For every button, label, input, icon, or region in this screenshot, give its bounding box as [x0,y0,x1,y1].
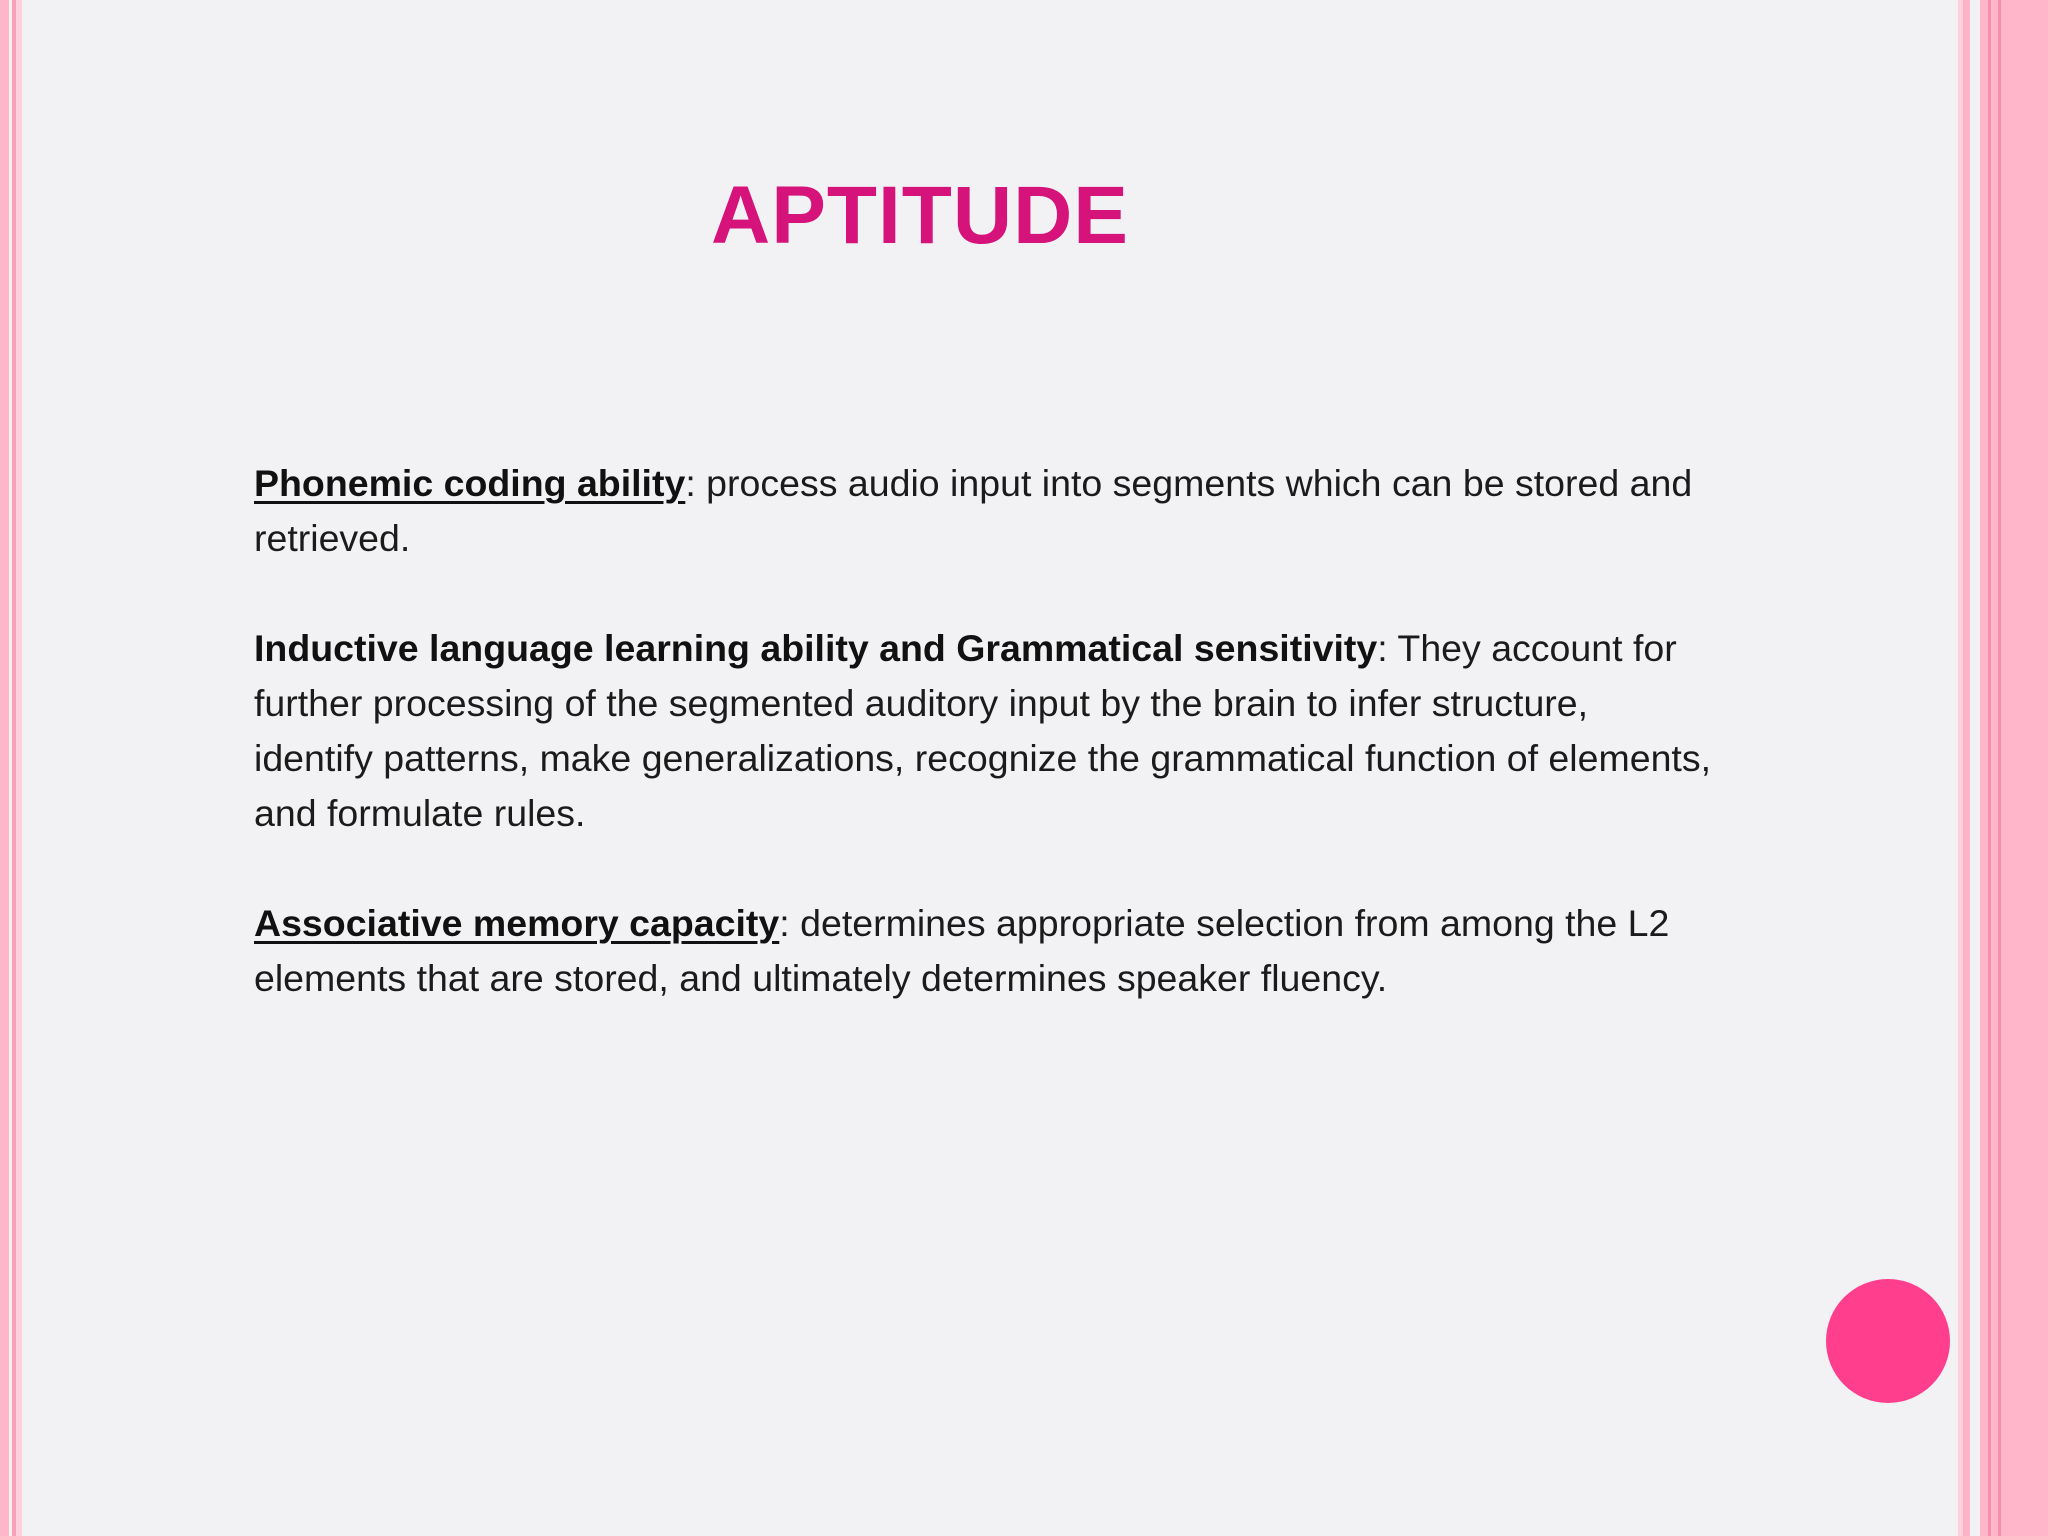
term-associative-memory: Associative memory capacity [254,902,780,944]
slide-title: APTITUDE [711,170,1129,261]
right-border-band [2001,0,2048,1536]
paragraph-phonemic-coding [254,456,1714,566]
paragraph-text: determines appropriate selection from among the L2 elements that are stored, and ultimately determines speaker fluency. [254,902,1670,999]
paragraph-text: They account for further processing of the segmented auditory input by the brain to infer structure, identify patterns, make generalizations, recognize the grammatical function of elements, and formulate rules. [254,627,1712,834]
term-separator: : [779,902,790,944]
term-inductive-learning: Inductive language learning ability and Grammatical sensitivity [254,627,1378,669]
term-separator: : [685,462,696,504]
paragraph-inductive-learning [254,621,1714,841]
right-border-stripe [1991,0,1998,1536]
right-border-gap [1970,0,1980,1536]
term-phonemic-coding: Phonemic coding ability [254,462,686,504]
paragraph-text: process audio input into segments which can be stored and retrieved. [254,462,1693,559]
decorative-circle [1826,1279,1950,1403]
paragraph-associative-memory [254,896,1714,1006]
right-border-stripe [1980,0,1988,1536]
slide-body [254,456,1714,1061]
term-separator: : [1377,627,1388,669]
right-border-stripe [1963,0,1970,1536]
